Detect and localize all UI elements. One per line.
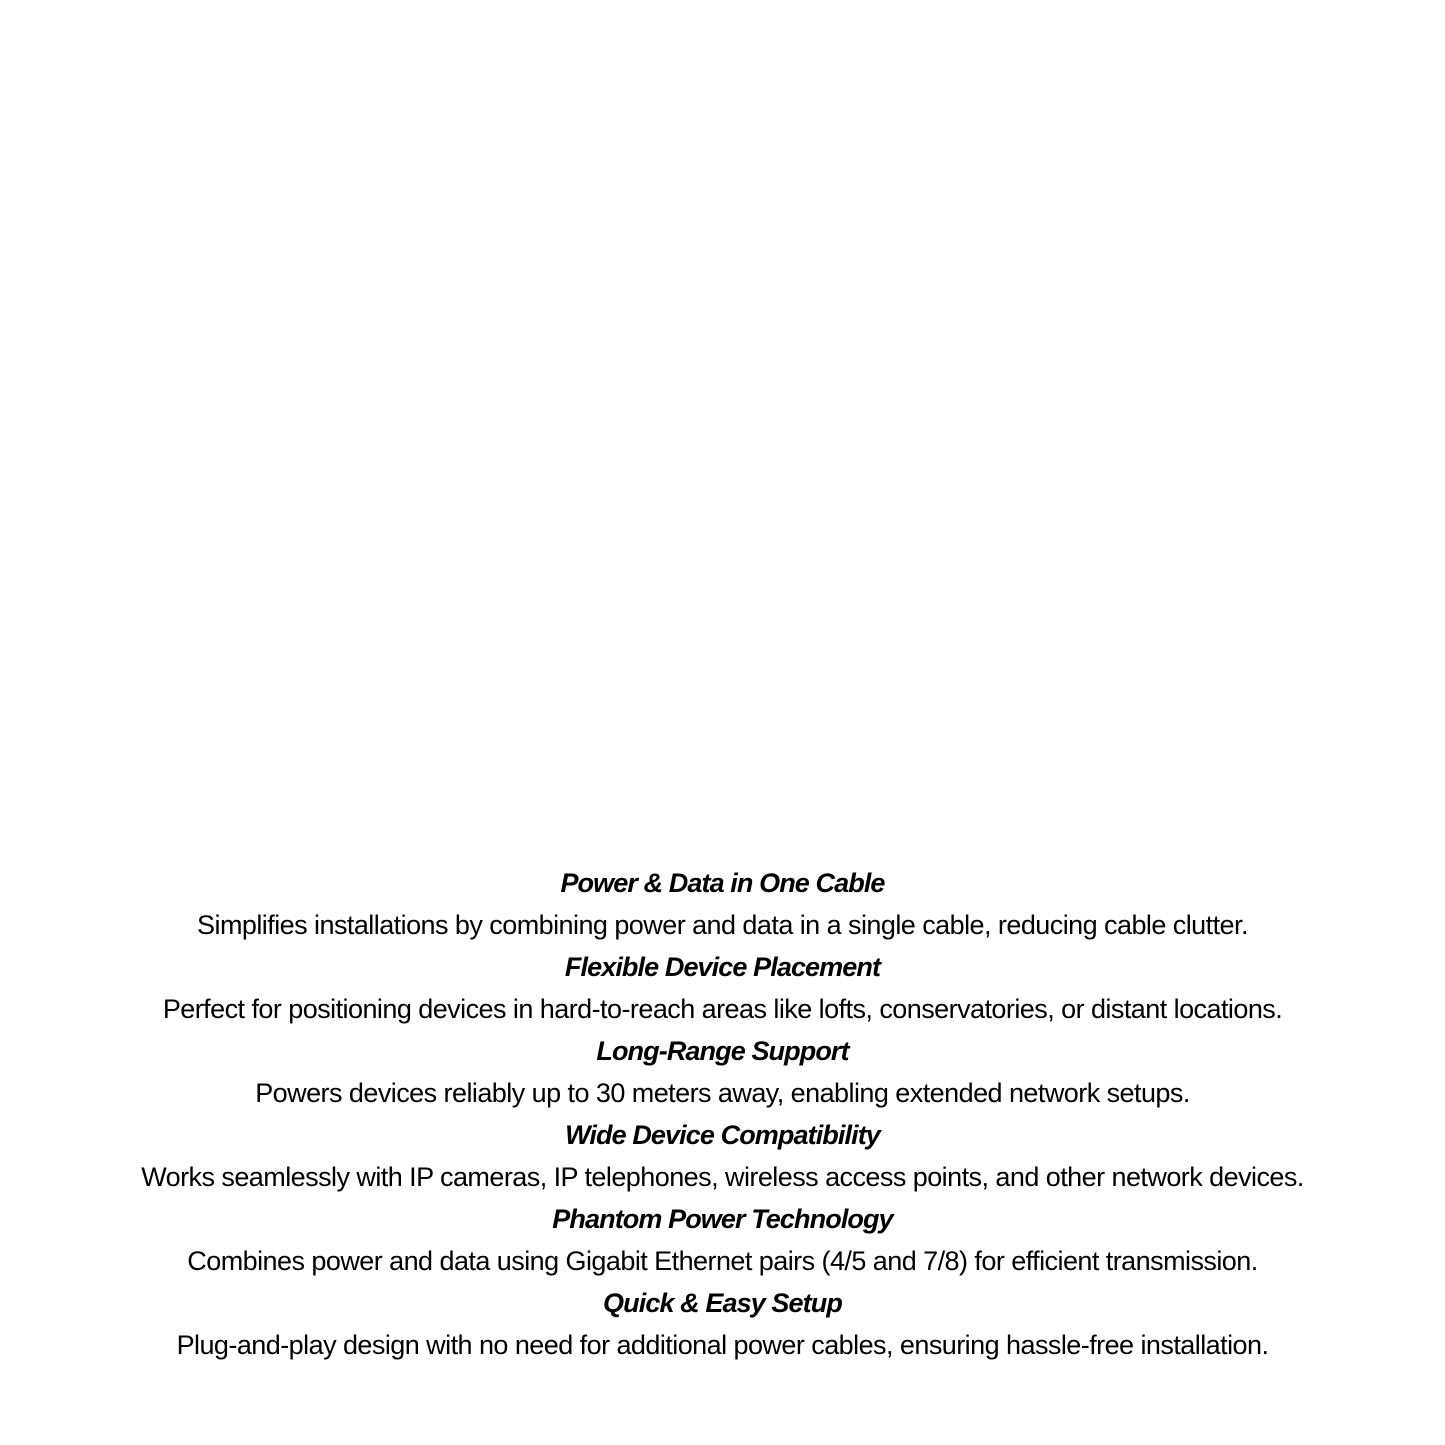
feature-item (0, 1114, 1445, 1198)
feature-item (0, 1282, 1445, 1366)
feature-title: Long-Range Support (596, 1036, 849, 1066)
feature-description: Works seamlessly with IP cameras, IP telephones, wireless access points, and other network devices. (141, 1162, 1304, 1192)
feature-description: Powers devices reliably up to 30 meters away, enabling extended network setups. (255, 1078, 1190, 1108)
feature-description: Simplifies installations by combining power and data in a single cable, reducing cable clutter. (197, 910, 1248, 940)
feature-list (0, 862, 1445, 1366)
feature-title: Power & Data in One Cable (560, 868, 885, 898)
feature-description: Perfect for positioning devices in hard-to-reach areas like lofts, conservatories, or distant locations. (162, 994, 1283, 1024)
feature-title: Phantom Power Technology (552, 1204, 893, 1234)
feature-item (0, 862, 1445, 946)
feature-description: Plug-and-play design with no need for additional power cables, ensuring hassle-free installation. (176, 1330, 1269, 1360)
feature-item (0, 1198, 1445, 1282)
feature-item (0, 946, 1445, 1030)
feature-item (0, 1030, 1445, 1114)
feature-title: Wide Device Compatibility (565, 1120, 880, 1150)
feature-description: Combines power and data using Gigabit Ethernet pairs (4/5 and 7/8) for efficient transmission. (187, 1246, 1258, 1276)
feature-title: Quick & Easy Setup (603, 1288, 842, 1318)
feature-title: Flexible Device Placement (564, 952, 881, 982)
